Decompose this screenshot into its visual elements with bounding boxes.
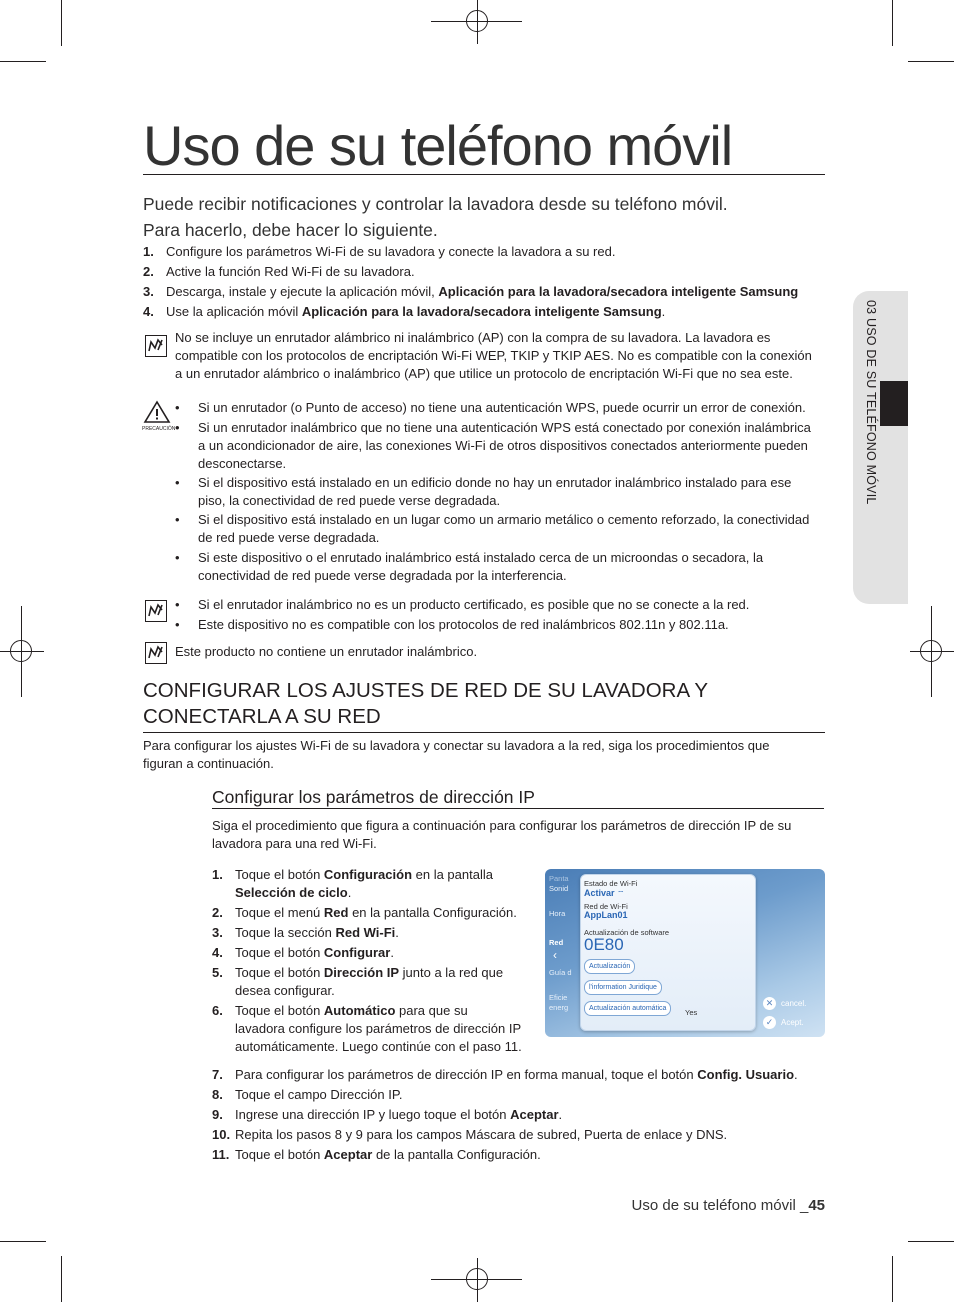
- section-intro: Para configurar los ajustes Wi-Fi de su lavadora y conectar su lavadora a la red, siga los procedimientos que figuran a continuación.: [143, 738, 770, 771]
- screenshot-menu-item: energ: [549, 1003, 569, 1012]
- software-label: Actualización de software: [584, 928, 670, 937]
- screenshot-menu-item: Red: [549, 938, 564, 947]
- page-number: 45: [808, 1197, 825, 1214]
- accept-button[interactable]: Acept.: [781, 1018, 804, 1027]
- wifi-status-label: Estado de Wi-Fi: [584, 879, 638, 888]
- check-icon[interactable]: ✓: [763, 1016, 776, 1029]
- close-icon[interactable]: ✕: [763, 997, 776, 1010]
- sub-heading: Configurar los parámetros de dirección IP: [212, 786, 824, 809]
- chapter-tab-label: 03 USO DE SU TELÉFONO MÓVIL: [864, 300, 878, 505]
- note-icon: [145, 642, 167, 664]
- note-text: Este producto no contiene un enrutador inalámbrico.: [175, 644, 478, 659]
- chapter-tab-marker: [880, 381, 908, 426]
- auto-update-button[interactable]: Actualización automática: [584, 1001, 671, 1016]
- settings-screenshot: [545, 869, 825, 1037]
- note-icon: [145, 335, 167, 357]
- auto-update-value: Yes: [685, 1008, 698, 1017]
- update-button[interactable]: Actualización: [584, 959, 635, 974]
- caution-icon: [142, 400, 172, 429]
- page-footer: Uso de su teléfono móvil _45: [631, 1197, 825, 1214]
- legal-info-button[interactable]: l'information Juridique: [584, 980, 662, 995]
- page-title: Uso de su teléfono móvil: [143, 118, 825, 175]
- chevron-left-icon: ‹: [553, 948, 557, 962]
- network-value: AppLan01: [584, 910, 628, 920]
- note-text: No se incluye un enrutador alámbrico ni inalámbrico (AP) con la compra de su lavadora. La lavadora es compatible con los protocolos de encriptación Wi-Fi WEP, TKIP y TKIP AES. No es compatible con la conexión a un enrutador alámbrico o inalámbrico (AP) que utilice un protocolo de encriptación Wi-Fi que no sea este.: [175, 330, 812, 381]
- wifi-icon: ⌔: [617, 889, 625, 898]
- note-icon: [145, 600, 167, 622]
- wifi-status-value: Activar ⌔: [584, 888, 625, 898]
- screenshot-menu-item: Panta: [549, 874, 569, 883]
- screenshot-menu-item: Eficie: [549, 993, 568, 1002]
- screenshot-menu-item: Guía d: [549, 968, 572, 977]
- screenshot-menu-item: Sonid: [549, 884, 569, 893]
- intro-line-1: Puede recibir notificaciones y controlar la lavadora desde su teléfono móvil.: [143, 194, 728, 214]
- caution-label: PRECAUCIÓN: [142, 426, 176, 432]
- intro-line-2: Para hacerlo, debe hacer lo siguiente.: [143, 220, 438, 240]
- section-heading: CONFIGURAR LOS AJUSTES DE RED DE SU LAVADORA Y CONECTARLA A SU RED: [143, 678, 825, 733]
- sub-intro: Siga el procedimiento que figura a continuación para configurar los parámetros de dirección IP de su lavadora para una red Wi-Fi.: [212, 818, 792, 851]
- software-version: 0E80: [584, 935, 624, 954]
- screenshot-menu-item: Hora: [549, 909, 566, 918]
- network-settings-card: [580, 874, 756, 1031]
- cancel-button[interactable]: cancel.: [781, 999, 807, 1008]
- network-label: Red de Wi-Fi: [584, 902, 628, 911]
